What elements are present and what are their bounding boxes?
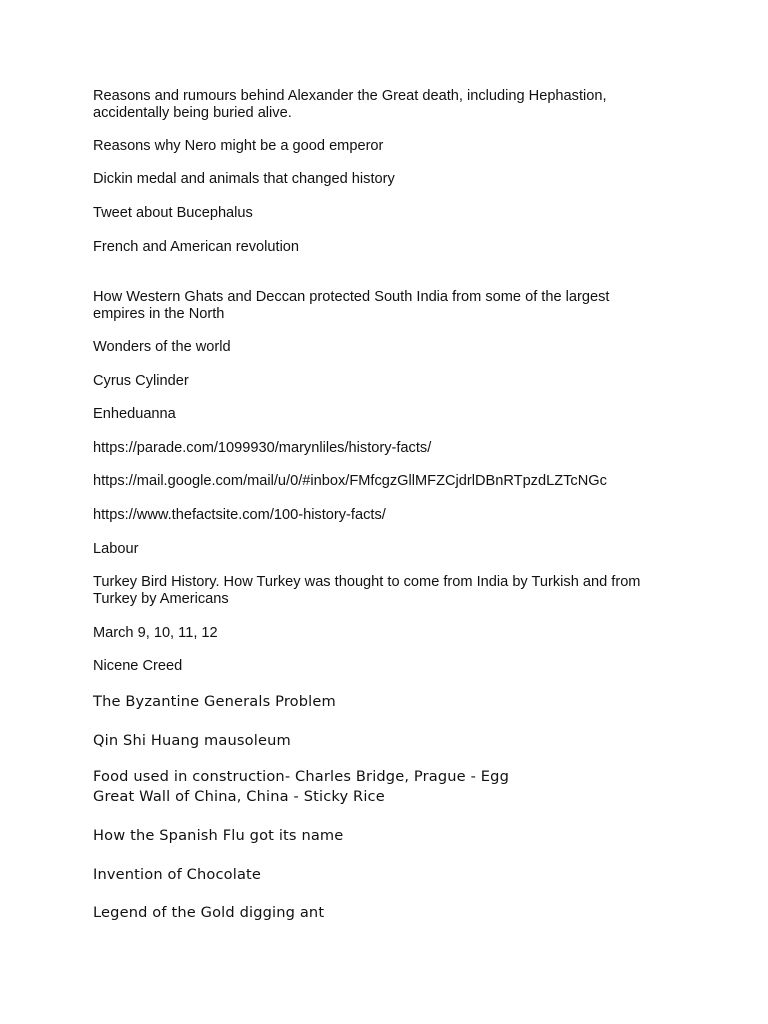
note-qin-shi-huang: Qin Shi Huang mausoleum <box>93 732 291 749</box>
note-link-parade: https://parade.com/1099930/marynliles/history-facts/ <box>93 440 432 456</box>
note-revolutions: French and American revolution <box>93 239 300 255</box>
note-chocolate: Invention of Chocolate <box>93 866 262 883</box>
note-enheduanna: Enheduanna <box>93 406 176 422</box>
note-cyrus-cylinder: Cyrus Cylinder <box>93 373 189 389</box>
note-dickin-medal: Dickin medal and animals that changed history <box>93 171 395 187</box>
note-byzantine-generals: The Byzantine Generals Problem <box>93 693 336 710</box>
note-gold-digging-ant: Legend of the Gold digging ant <box>93 904 325 921</box>
note-link-mail: https://mail.google.com/mail/u/0/#inbox/FMfcgzGllMFZCjdrlDBnRTpzdLZTcNGc <box>93 473 607 489</box>
note-food-construction: Food used in construction- Charles Bridge, Prague - Egg Great Wall of China, China - Sticky Rice <box>93 768 509 805</box>
note-turkey-bird: Turkey Bird History. How Turkey was thought to come from India by Turkish and from Turkey by Americans <box>93 574 641 607</box>
note-wonders: Wonders of the world <box>93 339 231 355</box>
note-alexander-death: Reasons and rumours behind Alexander the Great death, including Hephastion, accidentally being buried alive. <box>93 88 607 121</box>
note-link-factsite: https://www.thefactsite.com/100-history-facts/ <box>93 507 386 523</box>
note-march-dates: March 9, 10, 11, 12 <box>93 625 218 641</box>
note-spanish-flu: How the Spanish Flu got its name <box>93 827 344 844</box>
note-labour: Labour <box>93 541 139 557</box>
note-nero: Reasons why Nero might be a good emperor <box>93 138 384 154</box>
note-nicene-creed: Nicene Creed <box>93 658 183 674</box>
note-western-ghats: How Western Ghats and Deccan protected South India from some of the largest empires in the North <box>93 289 610 322</box>
note-bucephalus: Tweet about Bucephalus <box>93 205 253 221</box>
